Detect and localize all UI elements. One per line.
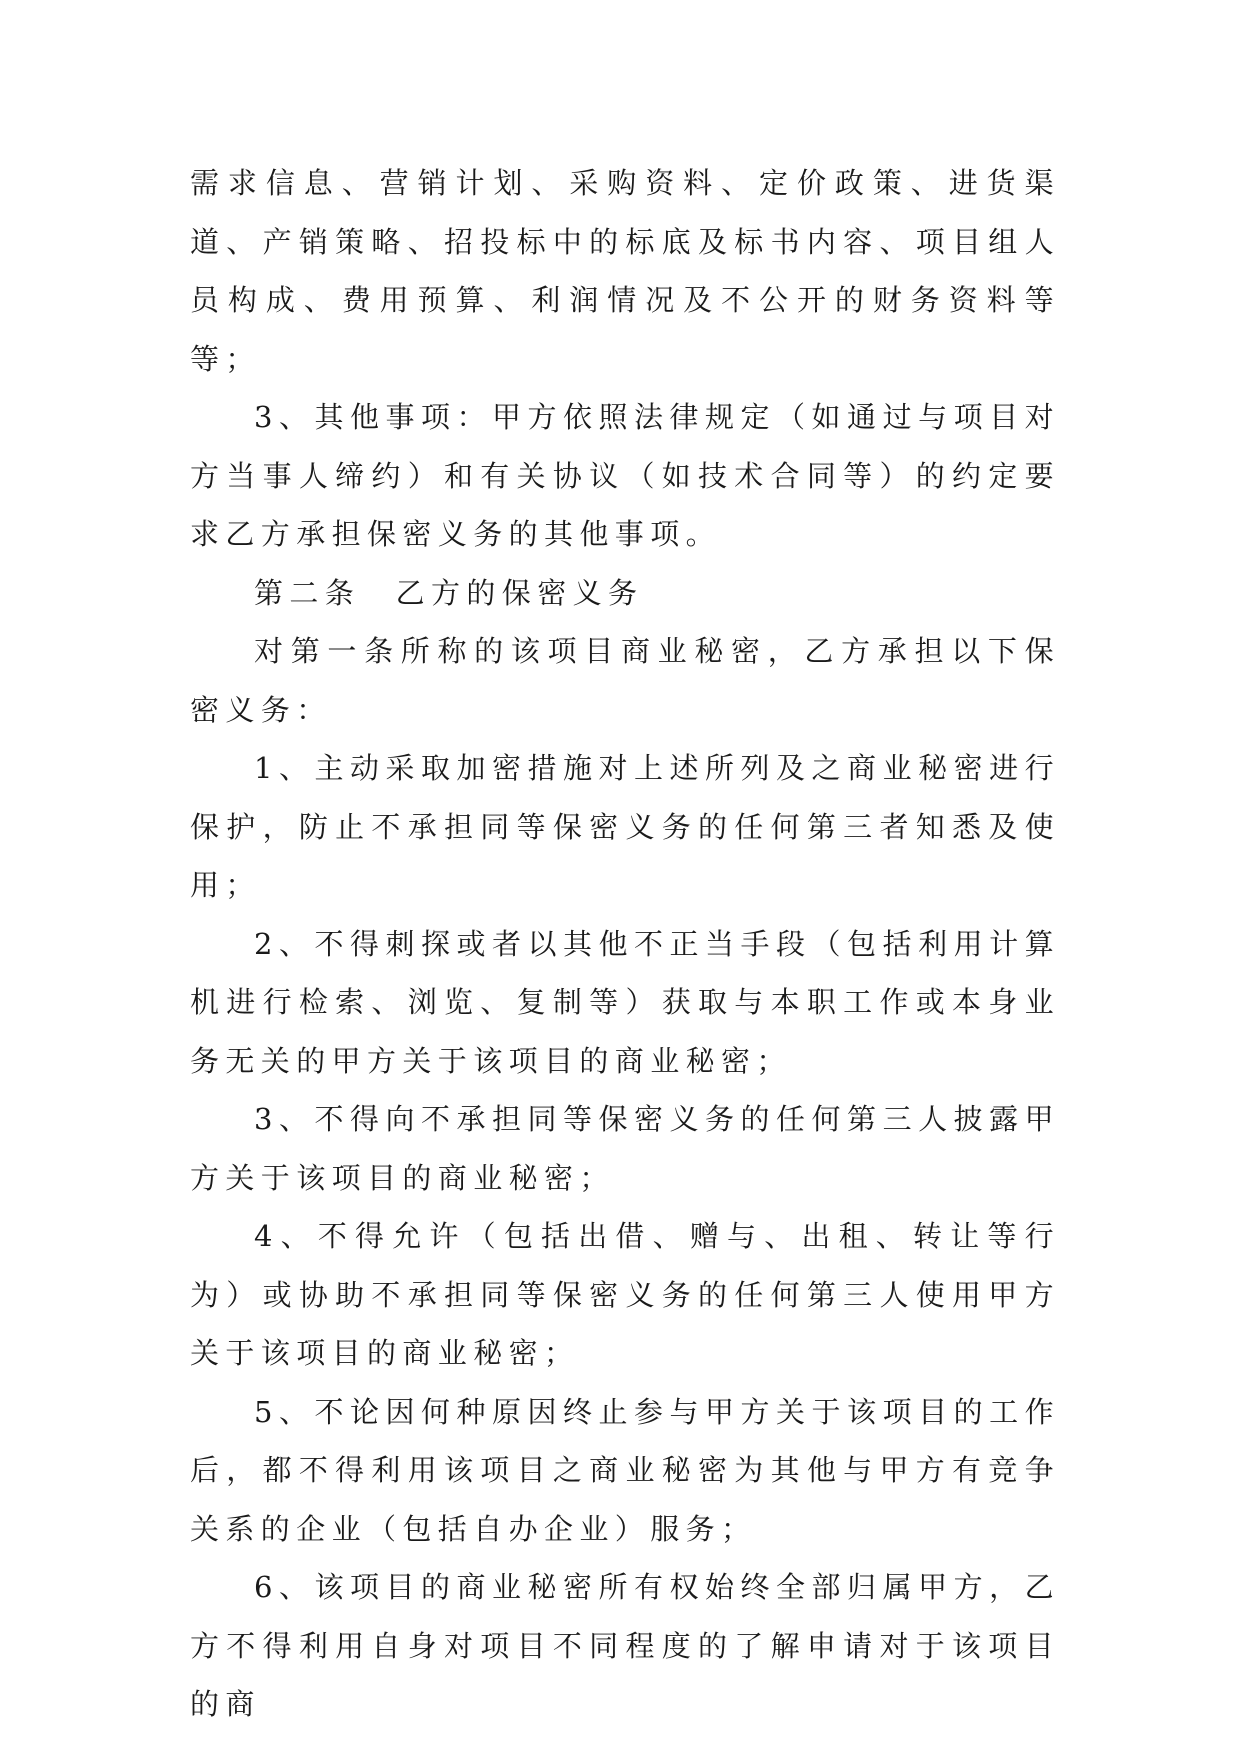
paragraph-obligations-intro: 对第一条所称的该项目商业秘密，乙方承担以下保密义务： (190, 634, 1060, 727)
paragraph-obligation-6: 6、该项目的商业秘密所有权始终全部归属甲方，乙方不得利用自身对项目不同程度的了解申请对于该项目的商 (190, 1570, 1060, 1721)
paragraph-continuation: 需求信息、营销计划、采购资料、定价政策、进货渠道、产销策略、招投标中的标底及标书内容、项目组人员构成、费用预算、利润情况及不公开的财务资料等等； (190, 166, 1060, 376)
document-body (190, 154, 1060, 1734)
paragraph-obligation-2: 2、不得刺探或者以其他不正当手段（包括利用计算机进行检索、浏览、复制等）获取与本职工作或本身业务无关的甲方关于该项目的商业秘密； (190, 926, 1060, 1078)
paragraph-obligation-3: 3、不得向不承担同等保密义务的任何第三人披露甲方关于该项目的商业秘密； (190, 1102, 1060, 1195)
paragraph-other-matters: 3、其他事项：甲方依照法律规定（如通过与项目对方当事人缔约）和有关协议（如技术合同等）的约定要求乙方承担保密义务的其他事项。 (190, 400, 1060, 551)
paragraph-obligation-4: 4、不得允许（包括出借、赠与、出租、转让等行为）或协助不承担同等保密义务的任何第三人使用甲方关于该项目的商业秘密； (190, 1219, 1060, 1370)
article-two-heading: 第二条 乙方的保密义务 (254, 575, 644, 610)
paragraph-obligation-5: 5、不论因何种原因终止参与甲方关于该项目的工作后，都不得利用该项目之商业秘密为其他与甲方有竞争关系的企业（包括自办企业）服务； (190, 1394, 1060, 1546)
paragraph-obligation-1: 1、主动采取加密措施对上述所列及之商业秘密进行保护，防止不承担同等保密义务的任何第三者知悉及使用； (190, 751, 1060, 902)
